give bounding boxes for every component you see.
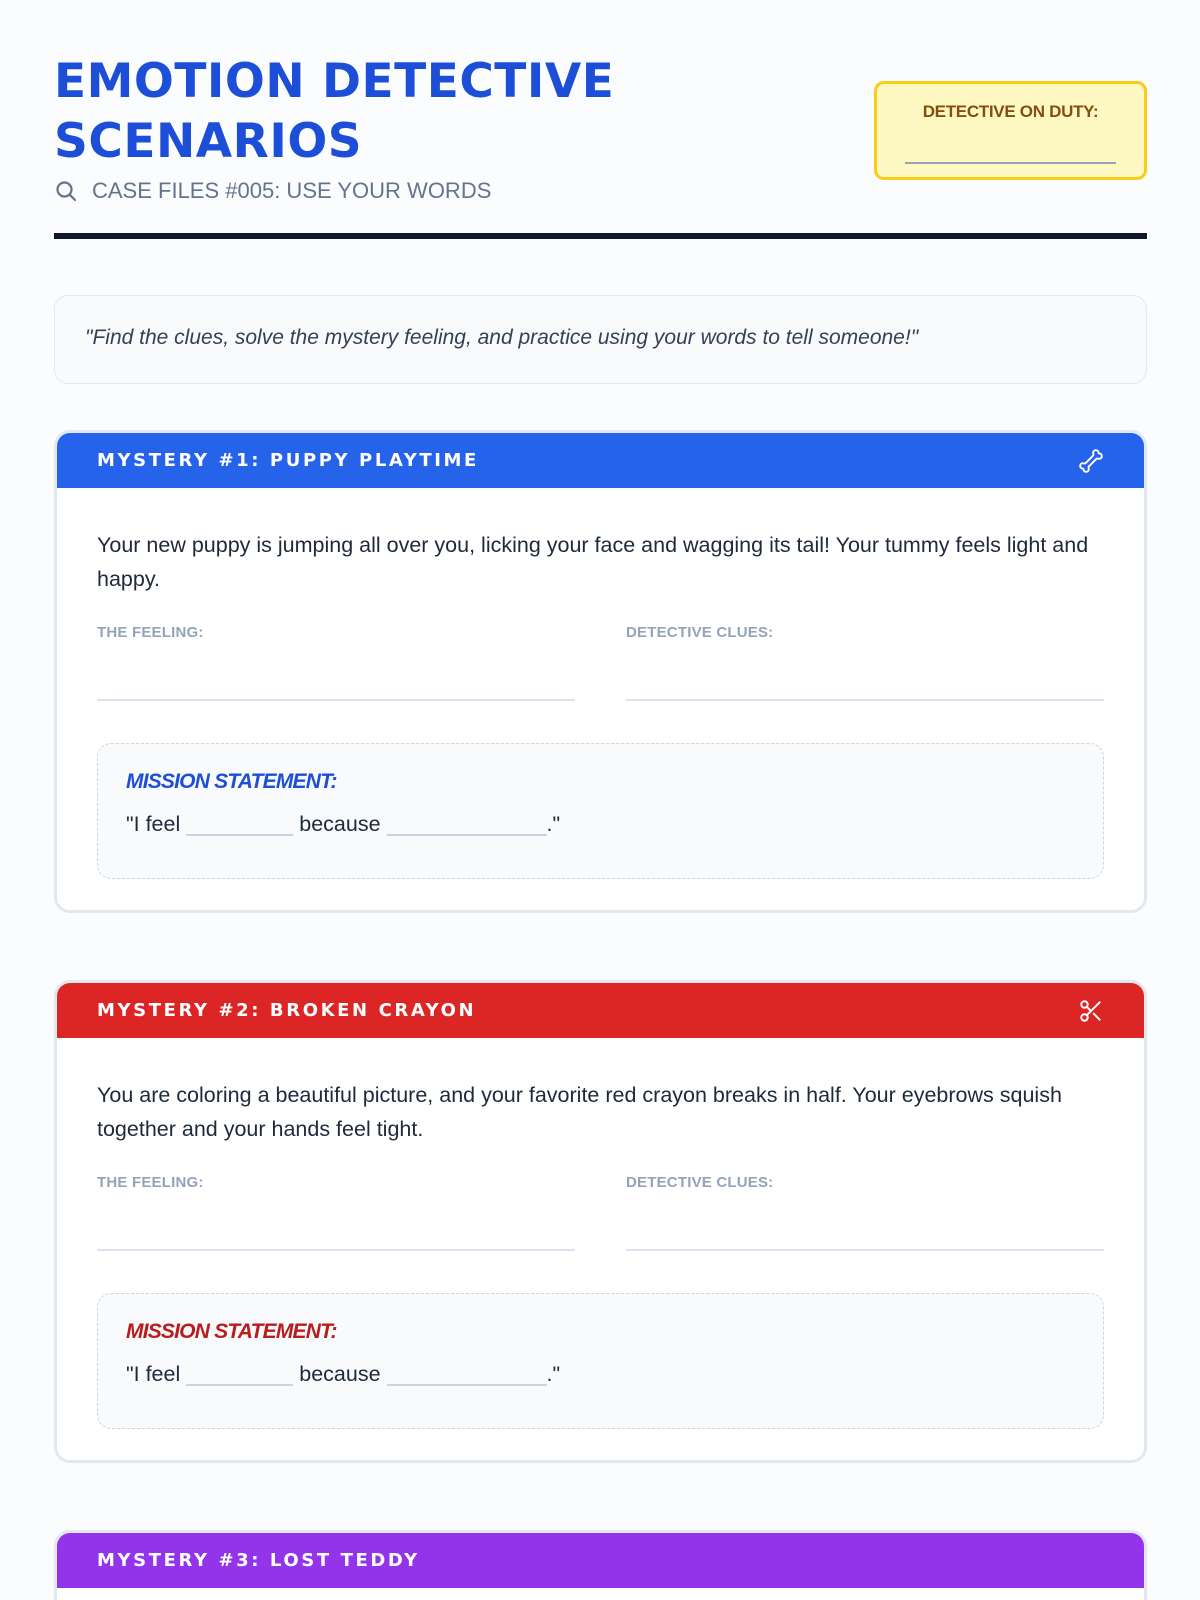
sentence-middle: because (299, 812, 381, 836)
feeling-answer-line[interactable] (97, 1249, 575, 1251)
mystery-card-header (57, 1533, 1144, 1588)
detective-on-duty-box (874, 81, 1147, 180)
mystery-card-body (57, 1038, 1144, 1429)
feeling-blank[interactable] (186, 834, 293, 836)
mission-sentence (126, 1362, 1075, 1387)
feeling-field (97, 1174, 575, 1251)
bone-icon (1078, 448, 1104, 474)
mission-title: MISSION STATEMENT: (126, 770, 337, 793)
mystery-card-header (57, 983, 1144, 1038)
scenario-text: You are coloring a beautiful picture, and your favorite red crayon breaks in half. Your eyebrows squish together and your hands feel tight. (97, 1083, 1062, 1141)
magnifying-glass-icon (54, 179, 78, 203)
mystery-card-header (57, 433, 1144, 488)
mystery-title: MYSTERY #3: LOST TEDDY (97, 1550, 420, 1571)
scenario-text: Your new puppy is jumping all over you, licking your face and wagging its tail! Your tummy feels light and happy. (97, 533, 1089, 591)
sentence-start: "I feel (126, 812, 181, 836)
feeling-field (97, 624, 575, 701)
mission-title: MISSION STATEMENT: (126, 1320, 337, 1343)
sentence-end: ." (546, 1362, 561, 1386)
reason-blank[interactable] (387, 834, 547, 836)
sentence-middle: because (299, 1362, 381, 1386)
worksheet-page (54, 0, 1147, 1571)
feeling-label: THE FEELING: (97, 624, 204, 641)
mission-sentence (126, 812, 1075, 837)
sentence-end: ." (546, 812, 561, 836)
answer-fields (97, 1174, 1104, 1251)
feeling-blank[interactable] (186, 1384, 293, 1386)
mystery-card-1 (54, 430, 1147, 913)
scissors-icon (1078, 998, 1104, 1024)
mystery-card-3 (54, 1530, 1147, 1600)
clues-answer-line[interactable] (626, 1249, 1104, 1251)
answer-fields (97, 624, 1104, 701)
feeling-label: THE FEELING: (97, 1174, 204, 1191)
duty-label: DETECTIVE ON DUTY: (922, 102, 1099, 121)
page-title: EMOTION DETECTIVE SCENARIOS (54, 54, 615, 169)
clues-field (626, 1174, 1104, 1251)
mystery-title: MYSTERY #2: BROKEN CRAYON (97, 1000, 477, 1021)
subtitle-text: CASE FILES #005: USE YOUR WORDS (92, 178, 492, 203)
case-file-subtitle (54, 176, 491, 206)
clues-label: DETECTIVE CLUES: (626, 1174, 774, 1191)
feeling-answer-line[interactable] (97, 699, 575, 701)
mystery-card-body (57, 488, 1144, 879)
mission-statement-box (97, 743, 1104, 879)
clues-field (626, 624, 1104, 701)
reason-blank[interactable] (387, 1384, 547, 1386)
mystery-card-2 (54, 980, 1147, 1463)
sentence-start: "I feel (126, 1362, 181, 1386)
worksheet-header (54, 0, 1147, 240)
detective-name-line[interactable] (905, 162, 1116, 164)
mystery-title: MYSTERY #1: PUPPY PLAYTIME (97, 450, 479, 471)
clues-answer-line[interactable] (626, 699, 1104, 701)
header-divider (54, 233, 1147, 239)
mission-statement-box (97, 1293, 1104, 1429)
clues-label: DETECTIVE CLUES: (626, 624, 774, 641)
intro-quote: "Find the clues, solve the mystery feeling, and practice using your words to tell someone!" (54, 295, 1147, 384)
